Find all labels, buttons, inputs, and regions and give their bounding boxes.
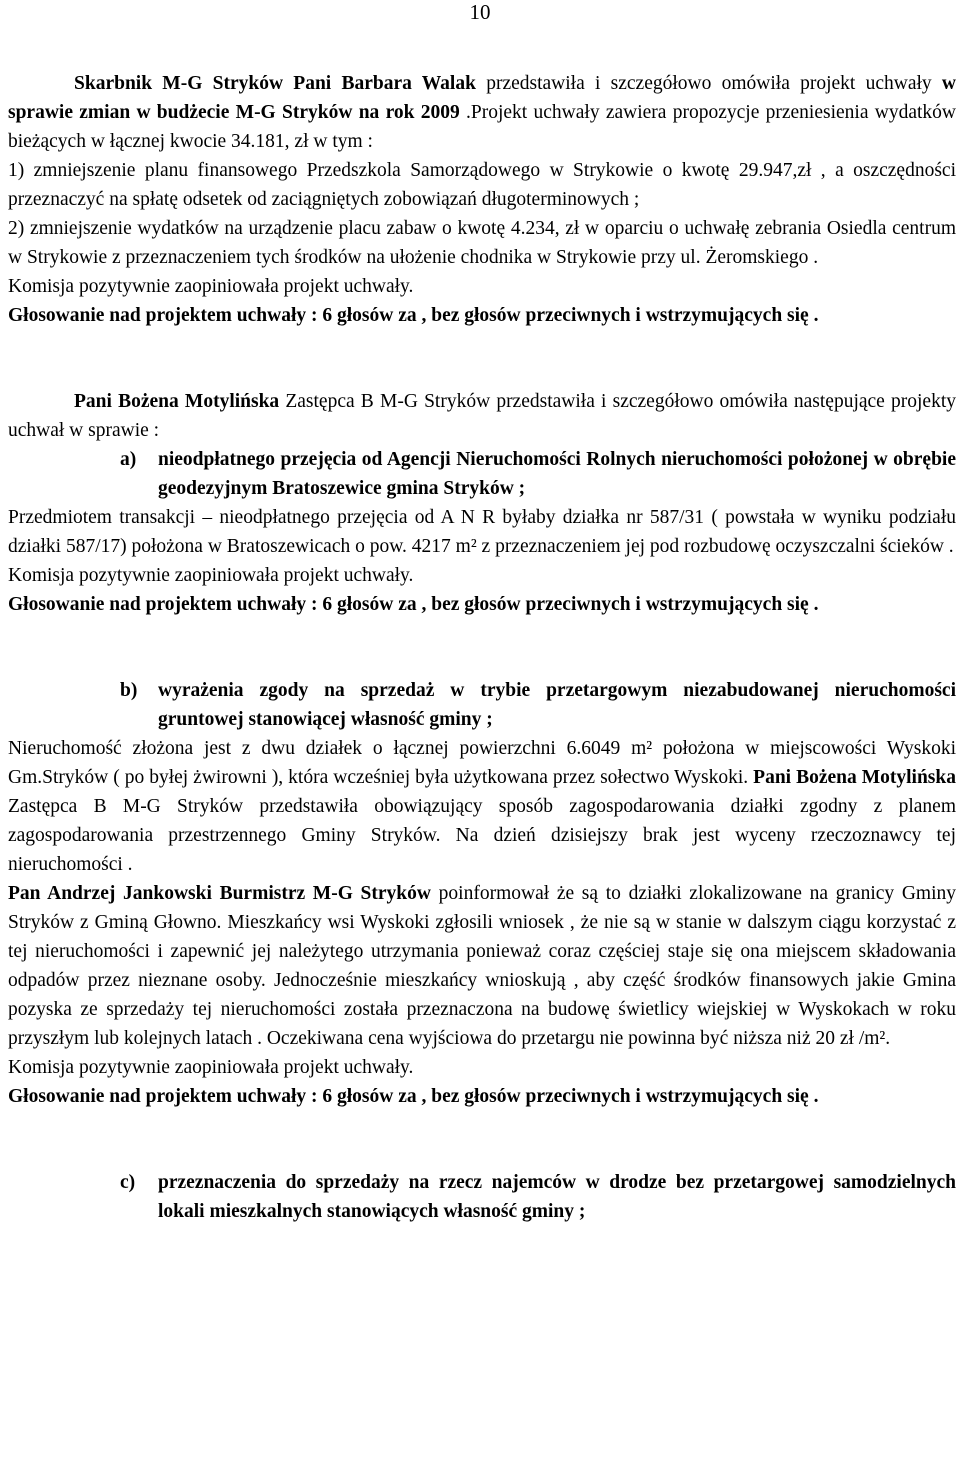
commission-opinion: Komisja pozytywnie zaopiniowała projekt uchwały. xyxy=(8,565,414,586)
vote-result: Głosowanie nad projektem uchwały : 6 głosów za , bez głosów przeciwnych i wstrzymujących się . xyxy=(8,594,819,615)
resolution-topic: w sprawie zmian w budżecie M-G Stryków na rok 2009 xyxy=(8,73,956,123)
paragraph-property: Nieruchomość złożona jest z dwu działek o łącznej powierzchni 6.6049 m² położona w miejscowości Wyskoki Gm.Stryków ( po byłej żwirowni ), która wcześniej była użytkowana przez sołectwo Wyskoki. Pani Bożena Motylińska Zastępca B M-G Stryków przedstawiła obowiązujący sposób zagospodarowania działki zgodny z planem zagospodarowania przestrzennego Gminy Stryków. Na dzień dzisiejszy brak jest wyceny rzeczoznawcy tej nieruchomości . xyxy=(8,738,956,875)
vote-result: Głosowanie nad projektem uchwały : 6 głosów za , bez głosów przeciwnych i wstrzymujących się . xyxy=(8,305,819,326)
list-item-a xyxy=(8,445,956,503)
paragraph-budget-intro: Skarbnik M-G Stryków Pani Barbara Walak przedstawiła i szczegółowo omówiła projekt uchwały w sprawie zmian w budżecie M-G Stryków na rok 2009 .Projekt uchwały zawiera propozycje przeniesienia wydatków bieżących w łącznej kwocie 34.181, zł w tym : xyxy=(8,73,956,152)
list-item-c xyxy=(8,1168,956,1226)
speaker-name: Pani Bożena Motylińska xyxy=(753,767,956,788)
paragraph-deputy-intro: Pani Bożena Motylińska Zastępca B M-G Stryków przedstawiła i szczegółowo omówiła następujące projekty uchwał w sprawie : xyxy=(8,391,956,441)
commission-opinion: Komisja pozytywnie zaopiniowała projekt uchwały. xyxy=(8,1057,414,1078)
budget-item-2: 2) zmniejszenie wydatków na urządzenie placu zabaw o kwotę 4.234, zł w oparciu o uchwałę zebrania Osiedla centrum w Strykowie z przeznaczeniem tych środków na ułożenie chodnika w Strykowie przy ul. Żeromskiego . xyxy=(8,218,956,268)
list-marker: a) xyxy=(120,449,137,470)
paragraph-mayor: Pan Andrzej Jankowski Burmistrz M-G Stryków poinformował że są to działki zlokalizowane na granicy Gminy Stryków z Gminą Głowno. Mieszkańcy wsi Wyskoki zgłosili wniosek , że nie są w stanie w dalszym ciągu korzystać z tej nieruchomości i zapewnić jej należytego utrzymania ponieważ coraz częściej staje się ona miejscem składowania odpadów przez nieznane osoby. Jednocześnie mieszkańcy wnioskują , aby część środków finansowych jakie Gmina pozyska ze sprzedaży tej nieruchomości została przeznaczona na budowę świetlicy wiejskiej w Wyskokach w roku przyszłym lub kolejnych latach . Oczekiwana cena wyjściowa do przetargu nie powinna być niższa niż 20 zł /m². xyxy=(8,883,956,1049)
page-number: 10 xyxy=(469,0,491,24)
list-item-text: przeznaczenia do sprzedaży na rzecz najemców w drodze bez przetargowej samodzielnych lokali mieszkalnych stanowiących własność gminy ; xyxy=(158,1172,956,1222)
list-item-text: wyrażenia zgody na sprzedaż w trybie przetargowym niezabudowanej nieruchomości gruntowej stanowiącej własność gminy ; xyxy=(158,680,956,730)
list-item-text: nieodpłatnego przejęcia od Agencji Nieruchomości Rolnych nieruchomości położonej w obrębie geodezyjnym Bratoszewice gmina Stryków ; xyxy=(158,449,956,499)
document-body xyxy=(8,69,956,1226)
list-marker: b) xyxy=(120,680,138,701)
list-item-b xyxy=(8,676,956,734)
speaker-name: Skarbnik M-G Stryków Pani Barbara Walak xyxy=(74,73,476,94)
paragraph-transaction: Przedmiotem transakcji – nieodpłatnego przejęcia od A N R byłaby działka nr 587/31 ( powstała w wyniku podziału działki 587/17) położona w Bratoszewicach o pow. 4217 m² z przeznaczeniem jej pod rozbudowę oczyszczalni ścieków . xyxy=(8,507,956,557)
list-marker: c) xyxy=(120,1172,136,1193)
budget-item-1: 1) zmniejszenie planu finansowego Przedszkola Samorządowego w Strykowie o kwotę 29.947,zł , a oszczędności przeznaczyć na spłatę odsetek od zaciągniętych zobowiązań długoterminowych ; xyxy=(8,160,956,210)
speaker-name: Pan Andrzej Jankowski Burmistrz M-G Stryków xyxy=(8,883,431,904)
vote-result: Głosowanie nad projektem uchwały : 6 głosów za , bez głosów przeciwnych i wstrzymujących się . xyxy=(8,1086,819,1107)
commission-opinion: Komisja pozytywnie zaopiniowała projekt uchwały. xyxy=(8,276,414,297)
speaker-name: Pani Bożena Motylińska xyxy=(74,391,280,412)
